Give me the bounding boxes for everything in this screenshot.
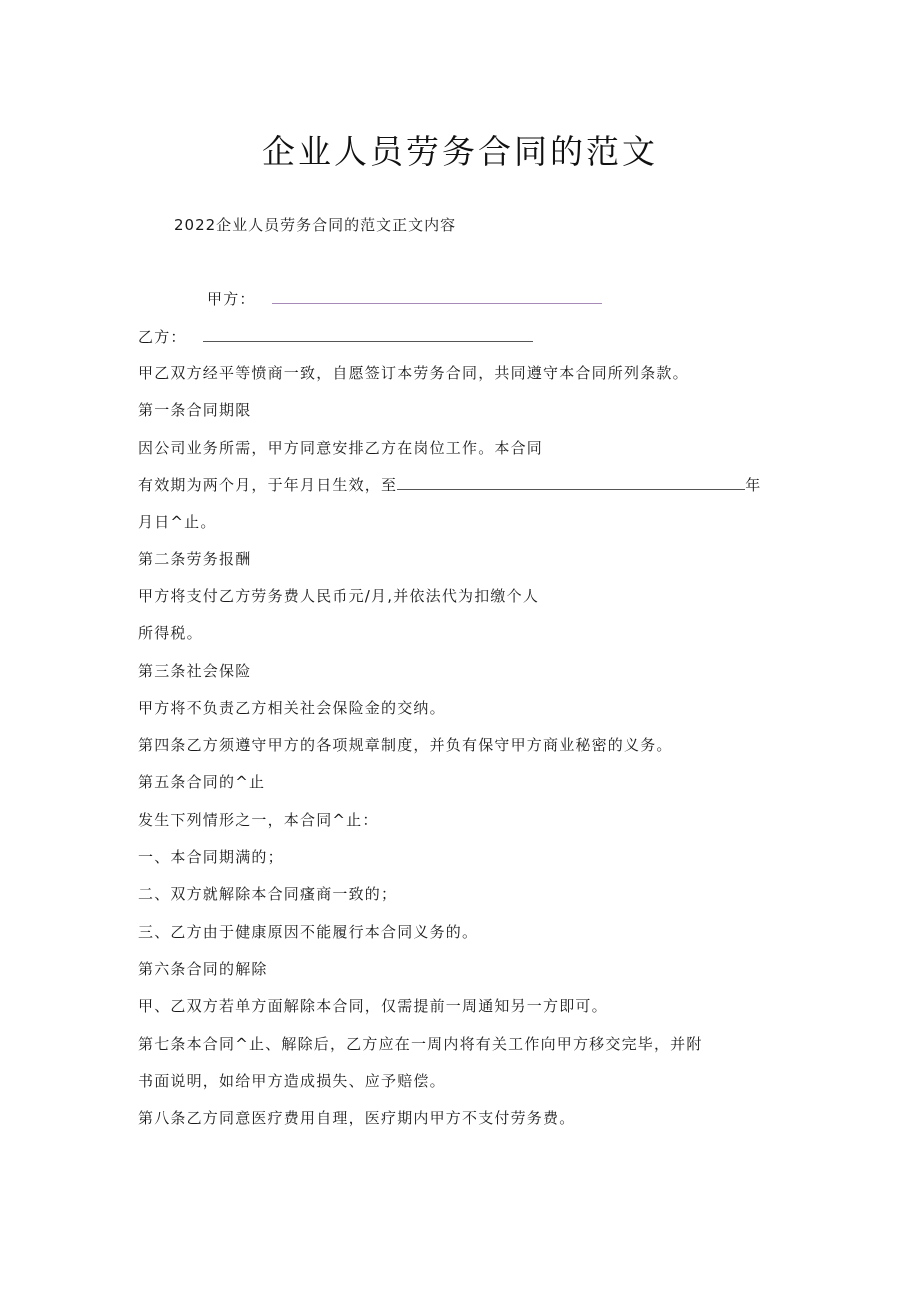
article4-paragraph: 第四条乙方须遵守甲方的各项规章制度，并负有保守甲方商业秘密的义务。 (138, 736, 673, 754)
article1-line2-prefix: 有效期为两个月，于年月日生效，至 (138, 476, 398, 494)
article2-line1: 甲方将支付乙方劳务费人民币元/月,并依法代为扣缴个人 (138, 587, 540, 605)
article2-heading: 第二条劳务报酬 (138, 550, 252, 568)
article5-item3: 三、乙方由于健康原因不能履行本合同义务的。 (138, 923, 479, 941)
party-a-blank[interactable] (272, 289, 602, 304)
article7-line1: 第七条本合同^止、解除后，乙方应在一周内将有关工作向甲方移交完毕，并附 (138, 1035, 703, 1053)
article5-intro: 发生下列情形之一，本合同^止： (138, 811, 379, 829)
article6-line1: 甲、乙双方若单方面解除本合同，仅需提前一周通知另一方即可。 (138, 997, 608, 1015)
end-date-blank[interactable] (397, 475, 745, 490)
article6-heading: 第六条合同的解除 (138, 960, 268, 978)
article1-line2-suffix: 年 (745, 476, 762, 494)
document-title: 企业人员劳务合同的范文 (262, 132, 658, 171)
party-b-blank[interactable] (203, 327, 533, 342)
article5-item2: 二、双方就解除本合同瘙商一致的； (138, 885, 398, 903)
party-b-label: 乙方： (138, 328, 187, 346)
party-b-line (138, 326, 533, 347)
article3-heading: 第三条社会保险 (138, 662, 252, 680)
party-a-line (207, 288, 602, 309)
article1-line2 (138, 474, 761, 495)
article2-line2: 所得税。 (138, 624, 203, 642)
article1-line3: 月日^止。 (138, 513, 217, 531)
article5-item1: 一、本合同期满的； (138, 848, 284, 866)
document-subtitle: 2022企业人员劳务合同的范文正文内容 (174, 216, 457, 234)
intro-paragraph: 甲乙双方经平等愤商一致，自愿签订本劳务合同，共同遵守本合同所列条款。 (138, 364, 689, 382)
article3-line1: 甲方将不负责乙方相关社会保险金的交纳。 (138, 699, 446, 717)
party-a-label: 甲方： (207, 290, 256, 308)
article1-heading: 第一条合同期限 (138, 401, 252, 419)
article5-heading: 第五条合同的^止 (138, 773, 266, 791)
article7-line2: 书面说明，如给甲方造成损失、应予赔偿。 (138, 1072, 446, 1090)
article1-line1: 因公司业务所需，甲方同意安排乙方在岗位工作。本合同 (138, 439, 544, 457)
article8-paragraph: 第八条乙方同意医疗费用自理，医疗期内甲方不支付劳务费。 (138, 1109, 576, 1127)
